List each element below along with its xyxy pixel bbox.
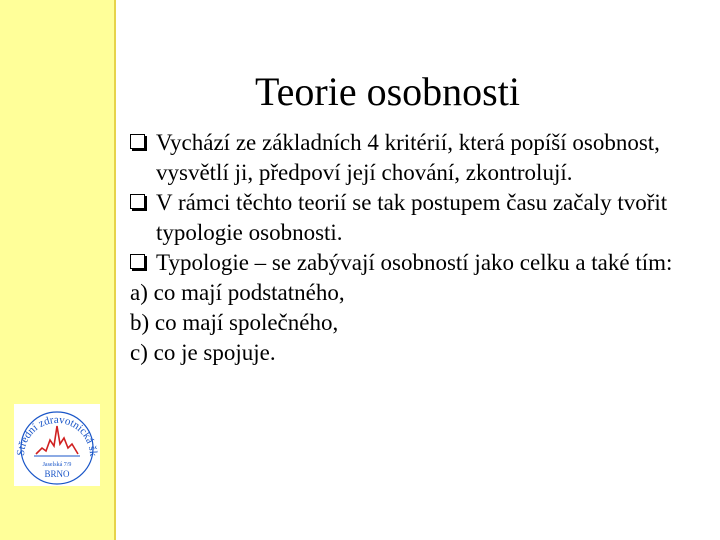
list-item: a) co mají podstatného, (130, 280, 345, 305)
logo-arc-text: Střední zdravotnická šk (14, 413, 100, 457)
checkbox-bullet-icon (130, 254, 145, 269)
bullet-item (130, 248, 690, 278)
list-item: b) co mají společného, (130, 310, 339, 335)
bullet-item (130, 188, 690, 248)
bullet-text: V rámci těchto teorií se tak postupem času začaly tvořit typologie osobnosti. (156, 190, 668, 245)
logo-address: Jaselská 7/9 (42, 462, 72, 468)
checkbox-bullet-icon (130, 134, 145, 149)
checkbox-bullet-icon (130, 194, 145, 209)
list-item: c) co je spojuje. (130, 340, 276, 365)
bullet-item (130, 128, 690, 188)
slide-body (130, 128, 690, 368)
slide-title: Teorie osobnosti (255, 69, 520, 114)
bullet-text: Vychází ze základních 4 kritérií, která popíší osobnost, vysvětlí ji, předpoví její chování, zkontrolují. (156, 130, 660, 185)
bullet-text: Typologie – se zabývají osobností jako celku a také tím: (156, 250, 673, 275)
school-logo (14, 404, 100, 486)
logo-city: BRNO (44, 469, 70, 479)
